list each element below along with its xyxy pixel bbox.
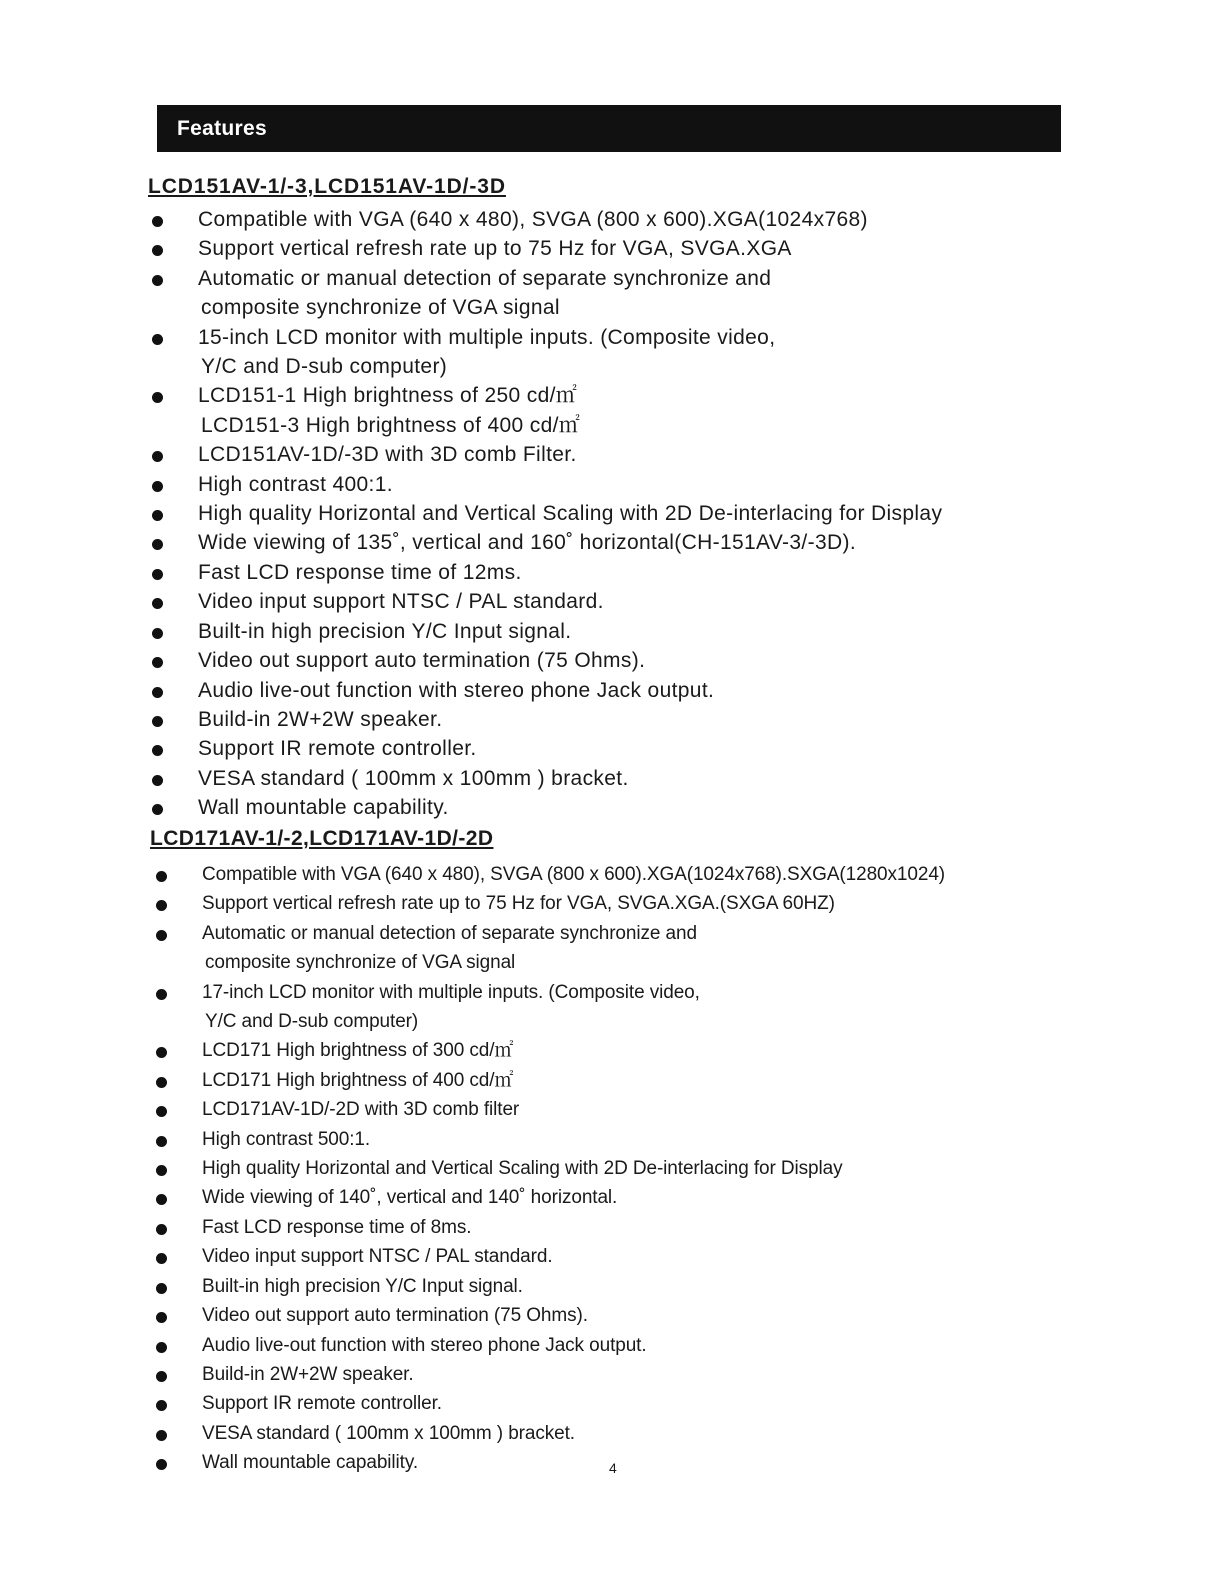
- feature-text: LCD171 High brightness of 300 cd/㎡: [202, 1040, 514, 1062]
- bullet-icon: [152, 510, 163, 521]
- feature-item: [150, 1213, 1090, 1242]
- feature-text: Video out support auto termination (75 Ohms).: [202, 1305, 588, 1327]
- feature-text: LCD151-1 High brightness of 250 cd/㎡: [198, 384, 578, 408]
- bullet-icon: [152, 628, 163, 639]
- feature-item: [146, 587, 1086, 616]
- feature-text: LCD151AV-1D/-3D with 3D comb Filter.: [198, 443, 577, 467]
- feature-item: [146, 705, 1086, 734]
- feature-item: [146, 764, 1086, 793]
- bullet-icon: [152, 598, 163, 609]
- feature-item: [146, 528, 1086, 557]
- feature-text: Automatic or manual detection of separate synchronize and: [202, 922, 697, 944]
- section-heading-lcd151: LCD151AV-1/-3,LCD151AV-1D/-3D: [148, 175, 506, 198]
- bullet-icon: [152, 451, 163, 462]
- feature-item: [146, 381, 1086, 440]
- bullet-icon: [156, 1136, 167, 1147]
- bullet-icon: [152, 804, 163, 815]
- feature-text: Wide viewing of 135˚, vertical and 160˚ horizontal(CH-151AV-3/-3D).: [198, 531, 857, 555]
- bullet-icon: [156, 1400, 167, 1411]
- feature-item: [146, 734, 1086, 763]
- feature-item: [150, 1448, 1090, 1477]
- feature-text: Support vertical refresh rate up to 75 Hz for VGA, SVGA.XGA.(SXGA 60HZ): [202, 893, 835, 915]
- feature-text: Built-in high precision Y/C Input signal.: [202, 1275, 523, 1297]
- feature-text: Compatible with VGA (640 x 480), SVGA (800 x 600).XGA(1024x768).SXGA(1280x1024): [202, 864, 946, 885]
- feature-item: [150, 1419, 1090, 1448]
- bullet-icon: [152, 216, 163, 227]
- feature-item: [146, 440, 1086, 469]
- bullet-icon: [156, 1253, 167, 1264]
- features-header-bar: [157, 105, 1061, 152]
- feature-text: Y/C and D-sub computer): [201, 355, 448, 379]
- feature-text: LCD151-3 High brightness of 400 cd/㎡: [201, 413, 581, 437]
- bullet-icon: [156, 1224, 167, 1235]
- feature-item: [150, 1066, 1090, 1095]
- bullet-icon: [152, 569, 163, 580]
- bullet-icon: [156, 989, 167, 1000]
- feature-text: Wall mountable capability.: [202, 1452, 419, 1474]
- feature-text: Wide viewing of 140˚, vertical and 140˚ horizontal.: [202, 1187, 618, 1209]
- feature-text: Audio live-out function with stereo phone Jack output.: [198, 678, 715, 702]
- bullet-icon: [156, 900, 167, 911]
- feature-item: [150, 1242, 1090, 1271]
- feature-text: 17-inch LCD monitor with multiple inputs. (Composite video,: [202, 981, 700, 1003]
- feature-list-lcd171: [150, 860, 1090, 1478]
- bullet-icon: [152, 334, 163, 345]
- bullet-icon: [156, 1077, 167, 1088]
- feature-text: Compatible with VGA (640 x 480), SVGA (800 x 600).XGA(1024x768): [198, 208, 868, 231]
- bullet-icon: [156, 1283, 167, 1294]
- bullet-icon: [156, 1371, 167, 1382]
- feature-item: [150, 919, 1090, 978]
- feature-item: [146, 499, 1086, 528]
- bullet-icon: [156, 1312, 167, 1323]
- bullet-icon: [152, 481, 163, 492]
- feature-text: Fast LCD response time of 8ms.: [202, 1216, 472, 1238]
- feature-text: Support vertical refresh rate up to 75 Hz for VGA, SVGA.XGA: [198, 237, 792, 261]
- feature-text: LCD171 High brightness of 400 cd/㎡: [202, 1069, 514, 1091]
- feature-item: [146, 470, 1086, 499]
- feature-item: [150, 1154, 1090, 1183]
- bullet-icon: [156, 930, 167, 941]
- feature-text: VESA standard ( 100mm x 100mm ) bracket.: [202, 1422, 575, 1444]
- feature-text: Fast LCD response time of 12ms.: [198, 560, 522, 584]
- feature-item: [150, 1125, 1090, 1154]
- feature-item: [150, 1301, 1090, 1330]
- feature-text: VESA standard ( 100mm x 100mm ) bracket.: [198, 766, 629, 790]
- bullet-icon: [156, 1165, 167, 1176]
- bullet-icon: [156, 1342, 167, 1353]
- feature-item: [146, 617, 1086, 646]
- bullet-icon: [152, 716, 163, 727]
- bullet-icon: [152, 745, 163, 756]
- feature-item: [146, 205, 1086, 234]
- feature-list-lcd151: [146, 205, 1086, 823]
- feature-item: [150, 1095, 1090, 1124]
- feature-text: Video input support NTSC / PAL standard.: [198, 590, 604, 614]
- feature-item: [150, 1036, 1090, 1065]
- feature-text: Audio live-out function with stereo phone Jack output.: [202, 1334, 647, 1356]
- feature-item: [146, 264, 1086, 323]
- feature-item: [150, 1360, 1090, 1389]
- bullet-icon: [156, 871, 167, 882]
- feature-text: Y/C and D-sub computer): [205, 1011, 419, 1033]
- feature-item: [150, 889, 1090, 918]
- bullet-icon: [156, 1047, 167, 1058]
- feature-text: Support IR remote controller.: [198, 737, 477, 761]
- bullet-icon: [156, 1459, 167, 1470]
- feature-text: Automatic or manual detection of separate synchronize and: [198, 266, 772, 290]
- bullet-icon: [156, 1106, 167, 1117]
- feature-text: Video out support auto termination (75 Ohms).: [198, 649, 646, 673]
- page-number: 4: [609, 1460, 617, 1476]
- feature-item: [146, 646, 1086, 675]
- feature-text: Video input support NTSC / PAL standard.: [202, 1246, 553, 1268]
- bullet-icon: [156, 1430, 167, 1441]
- feature-item: [150, 1272, 1090, 1301]
- feature-item: [146, 323, 1086, 382]
- section-heading-lcd171: LCD171AV-1/-2,LCD171AV-1D/-2D: [150, 827, 494, 850]
- feature-text: Build-in 2W+2W speaker.: [202, 1363, 414, 1385]
- feature-text: 15-inch LCD monitor with multiple inputs. (Composite video,: [198, 325, 776, 349]
- feature-item: [150, 978, 1090, 1037]
- feature-text: High contrast 400:1.: [198, 472, 393, 496]
- features-title: Features: [177, 117, 267, 140]
- bullet-icon: [152, 657, 163, 668]
- bullet-icon: [156, 1194, 167, 1205]
- feature-item: [146, 676, 1086, 705]
- feature-text: High contrast 500:1.: [202, 1128, 371, 1150]
- feature-item: [150, 1331, 1090, 1360]
- feature-text: Support IR remote controller.: [202, 1393, 442, 1415]
- feature-item: [150, 860, 1090, 889]
- feature-text: Build-in 2W+2W speaker.: [198, 707, 443, 731]
- bullet-icon: [152, 775, 163, 786]
- feature-item: [150, 1389, 1090, 1418]
- bullet-icon: [152, 539, 163, 550]
- feature-text: Built-in high precision Y/C Input signal.: [198, 619, 572, 643]
- bullet-icon: [152, 392, 163, 403]
- bullet-icon: [152, 687, 163, 698]
- feature-text: composite synchronize of VGA signal: [205, 952, 516, 974]
- feature-item: [146, 793, 1086, 822]
- feature-text: High quality Horizontal and Vertical Scaling with 2D De-interlacing for Display: [198, 502, 943, 526]
- feature-item: [146, 234, 1086, 263]
- feature-text: High quality Horizontal and Vertical Scaling with 2D De-interlacing for Display: [202, 1158, 843, 1180]
- feature-text: Wall mountable capability.: [198, 796, 449, 820]
- feature-text: LCD171AV-1D/-2D with 3D comb filter: [202, 1099, 520, 1121]
- feature-text: composite synchronize of VGA signal: [201, 296, 560, 320]
- bullet-icon: [152, 245, 163, 256]
- feature-item: [146, 558, 1086, 587]
- bullet-icon: [152, 275, 163, 286]
- feature-item: [150, 1183, 1090, 1212]
